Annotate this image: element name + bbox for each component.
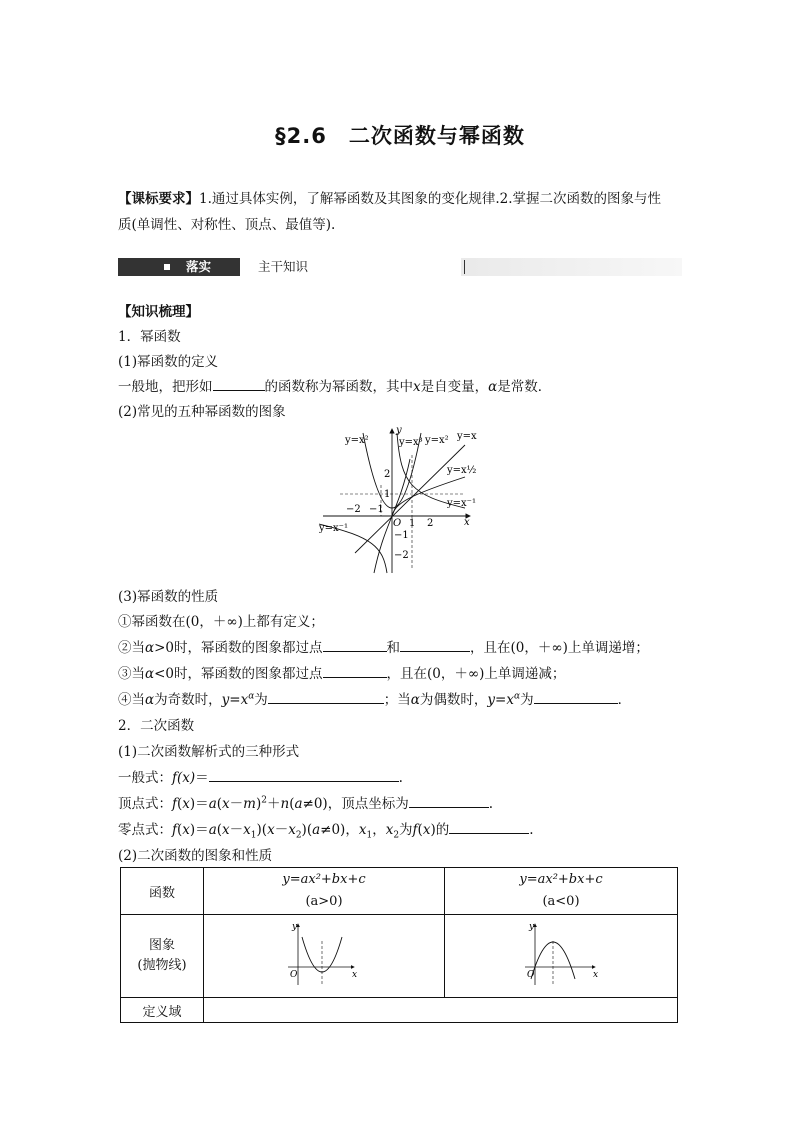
tick-y-2: 2: [384, 469, 391, 480]
tick-y-1: 1: [384, 489, 391, 500]
tick-y-neg1: −1: [394, 530, 409, 541]
gen-blank: [209, 769, 399, 782]
p2-blank-1: [323, 639, 387, 652]
zero-form-line: 零点式：$f(x)=a(x-x_1)(x-x_2)(a\ne 0)$，$x_1$，$x_2$为f(x)的 .: [118, 822, 534, 841]
axis-y-label: y: [396, 425, 402, 436]
p2-text-d: ，且在(0，＋∞)上单调递增；: [470, 640, 649, 656]
zero-text-a: 零点式：: [118, 822, 172, 838]
table-label-domain: 定义域: [121, 998, 204, 1023]
def-text-a: 一般地，把形如: [118, 379, 213, 395]
label-y-x: y=x: [457, 431, 477, 442]
zero-text-b: ，: [345, 822, 359, 838]
label-y-inverse-left: y=x⁻¹: [319, 523, 348, 534]
table-row: [121, 915, 678, 998]
p4-blank-2: [534, 691, 618, 704]
requirement-text-1: 1.通过具体实例，了解幂函数及其图象的变化规律.2.掌握二次函数的图象与性: [199, 191, 662, 207]
p3-text-c: ，且在(0，＋∞)上单调递减；: [386, 666, 566, 682]
label-y-x2: y=x²: [345, 435, 369, 446]
label-y-x2-right: y=x²: [425, 435, 449, 446]
label-y-x3: y=x³: [399, 437, 423, 448]
banner-light: [240, 258, 461, 276]
label-parabola: (抛物线): [137, 958, 187, 973]
formula-a-negative: y=ax²+bx+c: [519, 872, 603, 887]
plot-up-x-label: x: [352, 970, 358, 980]
p2-blank-2: [400, 639, 470, 652]
p3-text-b: <0时，幂函数的图象都过点: [154, 666, 323, 682]
zero-text-d: 的: [435, 822, 450, 838]
table-header-a-negative: [445, 868, 678, 915]
condition-a-positive: (a>0): [305, 894, 343, 909]
gen-equals: ＝: [195, 770, 209, 786]
tick-x-neg2: −2: [346, 504, 361, 515]
power-functions-graph: [315, 425, 485, 575]
zero-blank: [449, 821, 529, 834]
p4-blank-1: [268, 691, 384, 704]
property-1: ①幂函数在(0，＋∞)上都有定义；: [118, 614, 324, 630]
tick-x-neg1: −1: [369, 504, 384, 515]
p4-exp-2: α: [513, 691, 521, 702]
gen-text-a: 一般式：: [118, 770, 172, 786]
label-y-sqrt: y=x½: [447, 465, 477, 476]
condition-a-negative: (a<0): [542, 894, 580, 909]
def-blank: [213, 378, 265, 391]
table-cell-graph-up: [204, 915, 445, 998]
vert-end: .: [488, 796, 493, 812]
p4-text-f: 为: [520, 692, 534, 708]
p4-text-b: 为奇数时，: [154, 692, 222, 708]
p2-alpha: α: [145, 640, 155, 656]
p3-text-a: ③当: [118, 666, 145, 682]
plot-down-origin: O: [527, 970, 535, 980]
plot-down-x-label: x: [593, 970, 599, 980]
def-text-d: 是常数．: [497, 379, 552, 395]
p2-text-b: >0时，幂函数的图象都过点: [154, 640, 323, 656]
banner-left-text: 落实: [186, 259, 212, 274]
property-2: [118, 636, 649, 656]
section-2-2-heading: (2)二次函数的图象和性质: [118, 848, 273, 864]
table-label-graph: [121, 915, 204, 998]
p4-text-e: 为偶数时，: [419, 692, 488, 708]
def-var-alpha: α: [488, 379, 498, 395]
p4-text-d: ；当: [383, 692, 411, 708]
def-text-c: 是自变量，: [420, 379, 489, 395]
banner-dark: [118, 258, 240, 276]
p4-text-c: 为: [254, 692, 268, 708]
vertex-form-line: 顶点式：$f(x)=a(x-m)^2+n(a\ne 0)$，顶点坐标为 .: [118, 795, 493, 812]
plot-up-origin: O: [290, 970, 298, 980]
table-row: [121, 868, 678, 915]
p3-blank: [323, 665, 387, 678]
def-text-b: 的函数称为幂函数，其中: [264, 379, 413, 395]
tick-x-2: 2: [427, 518, 434, 529]
vert-text-a: 顶点式：: [118, 796, 172, 812]
property-4: ④当α为奇数时，$y=x^\alpha$为 ；当α为偶数时，$y=x^\alpha$为 ．: [118, 691, 632, 708]
section-1-heading: 1．幂函数: [118, 329, 181, 345]
section-1-3-heading: (3)幂函数的性质: [118, 589, 219, 605]
quadratic-properties-table: [120, 867, 678, 1023]
section-1-2-heading: (2)常见的五种幂函数的图象: [118, 404, 286, 420]
def-var-x: x: [413, 379, 421, 395]
banner-square-icon: [164, 264, 170, 270]
p4-exp-1: α: [248, 691, 255, 702]
table-row: [121, 998, 678, 1023]
requirement-label: 【课标要求】: [118, 191, 199, 207]
general-form-line: [118, 766, 403, 786]
page-title: §2.6 二次函数与幂函数: [275, 124, 525, 148]
plot-up-y-label: y: [292, 922, 298, 932]
gen-end: .: [398, 770, 403, 786]
banner-divider: [464, 260, 465, 274]
p4-alpha-2: α: [410, 692, 420, 708]
p4-alpha-1: α: [145, 692, 155, 708]
tick-y-neg2: −2: [394, 550, 409, 561]
banner-right-text: 主干知识: [258, 259, 309, 274]
gen-fx: f(x): [172, 770, 196, 786]
p4-text-g: ．: [617, 692, 632, 708]
table-cell-graph-down: [445, 915, 678, 998]
zero-end: .: [529, 822, 534, 838]
p2-text-c: 和: [386, 640, 401, 656]
label-y-inverse-right: y=x⁻¹: [447, 498, 476, 509]
property-3: [118, 662, 565, 682]
axis-x-label: x: [464, 517, 470, 528]
parabola-upward-graph: [284, 919, 364, 989]
tick-x-1: 1: [409, 518, 416, 529]
section-1-1-heading: (1)幂函数的定义: [118, 354, 219, 370]
requirement-line-1: [118, 187, 661, 207]
p3-alpha: α: [145, 666, 155, 682]
table-header-function: 函数: [121, 868, 204, 915]
vert-blank: [409, 795, 489, 808]
parabola-downward-graph: [521, 919, 601, 989]
formula-a-positive: y=ax²+bx+c: [282, 872, 366, 887]
requirement-line-2: 质(单调性、对称性、顶点、最值等).: [118, 217, 336, 233]
plot-down-y-label: y: [529, 922, 535, 932]
p2-text-a: ②当: [118, 640, 145, 656]
label-graph: 图象: [148, 938, 175, 953]
section-2-1-heading: (1)二次函数解析式的三种形式: [118, 744, 300, 760]
knowledge-header: 【知识梳理】: [118, 304, 199, 320]
p4-text-a: ④当: [118, 692, 145, 708]
origin-label: O: [393, 518, 402, 529]
vert-text-b: ，顶点坐标为: [327, 796, 409, 812]
zero-text-c: 为: [399, 822, 413, 838]
table-header-a-positive: [204, 868, 445, 915]
definition-line: [118, 375, 551, 395]
section-2-heading: 2．二次函数: [118, 718, 195, 734]
table-cell-domain: [204, 998, 678, 1023]
section-banner: [118, 258, 682, 276]
